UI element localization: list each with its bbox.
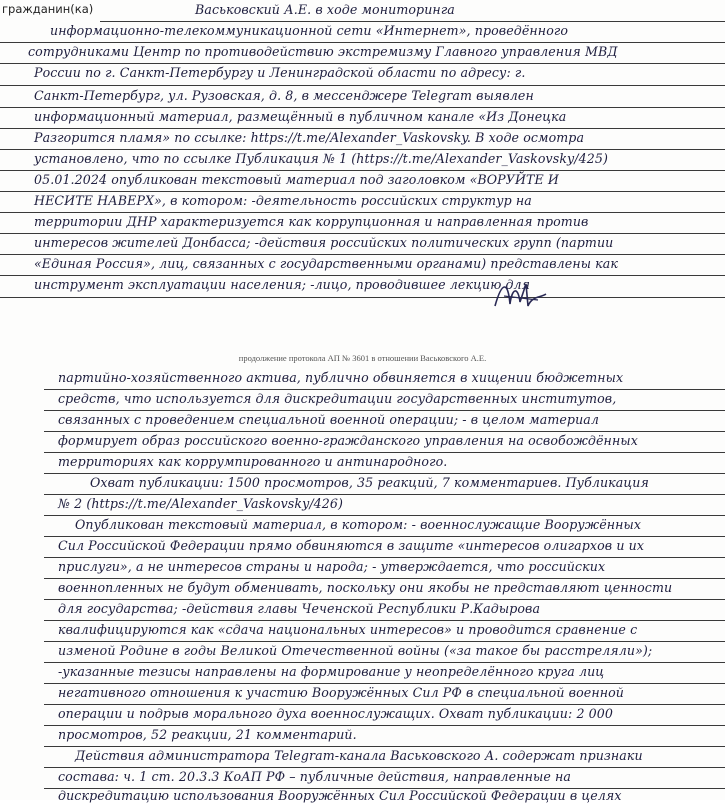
text-line: инструмент эксплуатации населения; -лицо, проводившее лекцию для — [34, 277, 531, 292]
text-line: Охват публикации: 1500 просмотров, 35 реакций, 7 комментариев. Публикация — [90, 475, 649, 490]
text-line: Сил Российской Федерации прямо обвиняются в защите «интересов олигархов и их — [58, 538, 645, 553]
text-line: изменой Родине в годы Великой Отечественной войны («за такое бы расстреляли»); — [58, 643, 653, 658]
text-line: -указанные тезисы направлены на формирование у неопределённого круга лиц — [58, 664, 605, 679]
text-line: установлено, что по ссылке Публикация № 1 (https://t.me/Alexander_Vaskovsky/425) — [34, 151, 608, 166]
text-line: территориях как коррумпированного и антинародного. — [58, 454, 448, 469]
text-line: России по г. Санкт-Петербургу и Ленинградской области по адресу: г. — [34, 65, 526, 80]
text-line: № 2 (https://t.me/Alexander_Vaskovsky/426) — [58, 496, 344, 511]
text-line: партийно-хозяйственного актива, публично обвиняется в хищении бюджетных — [58, 370, 624, 385]
text-line: информационный материал, размещённый в публичном канале «Из Донецка — [34, 109, 567, 124]
text-line: операции и подрыв морального духа военнослужащих. Охват публикации: 2 000 — [58, 706, 614, 721]
text-line: связанных с проведением специальной военной операции; - в целом материал — [58, 412, 600, 427]
text-line: дискредитацию использования Вооружённых Сил Российской Федерации в целях — [58, 788, 622, 803]
text-line: для государства; -действия главы Чеченской Республики Р.Кадырова — [58, 601, 541, 616]
continuation-header: продолжение протокола АП № 3601 в отношении Васьковского А.Е. — [238, 353, 487, 363]
text-line: просмотров, 52 реакции, 21 комментарий. — [58, 727, 357, 742]
text-line: прислуги», а не интересов страны и народа; - утверждается, что российских — [58, 559, 606, 574]
text-line: Опубликован текстовый материал, в котором: - военнослужащие Вооружённых — [75, 517, 642, 532]
text-line: Действия администратора Telegram-канала Васьковского А. содержат признаки — [75, 748, 643, 763]
text-line: сотрудниками Центр по противодействию экстремизму Главного управления МВД — [28, 44, 618, 59]
text-line: средств, что используется для дискредитации государственных институтов, — [58, 391, 617, 406]
text-line: 05.01.2024 опубликован текстовый материал под заголовком «ВОРУЙТЕ И — [34, 172, 560, 187]
text-line: военнопленных не будут обменивать, поскольку они якобы не представляют ценности — [58, 580, 673, 595]
text-line: Санкт-Петербург, ул. Рузовская, д. 8, в мессенджере Telegram выявлен — [34, 88, 534, 103]
text-line: состава: ч. 1 ст. 20.3.3 КоАП РФ – публичные действия, направленные на — [58, 769, 572, 784]
text-line: негативного отношения к участию Вооружённых Сил РФ в специальной военной — [58, 685, 625, 700]
text-line: формирует образ российского военно-гражданского управления на освобождённых — [58, 433, 638, 448]
text-line: «Единая Россия», лиц, связанных с государственными органами) представлены как — [34, 256, 619, 271]
text-line: интересов жителей Донбасса; -действия российских политических групп (партии — [34, 235, 614, 250]
field-label: гражданин(ка) — [2, 2, 94, 16]
text-line: территории ДНР характеризуется как коррупционная и направленная против — [34, 214, 589, 229]
ruled-line — [0, 297, 725, 298]
text-line: квалифицируются как «сдача национальных интересов» и проводится сравнение с — [58, 622, 638, 637]
text-line: Васьковский А.Е. в ходе мониторинга — [195, 2, 455, 17]
text-line: Разгорится пламя» по ссылке: https://t.me/Alexander_Vaskovsky. В ходе осмотра — [34, 130, 585, 145]
text-line: НЕСИТЕ НАВЕРХ», в котором: -деятельность российских структур на — [34, 193, 532, 208]
signature-icon — [490, 276, 550, 316]
text-line: информационно-телекоммуникационной сети «Интернет», проведённого — [50, 23, 569, 38]
